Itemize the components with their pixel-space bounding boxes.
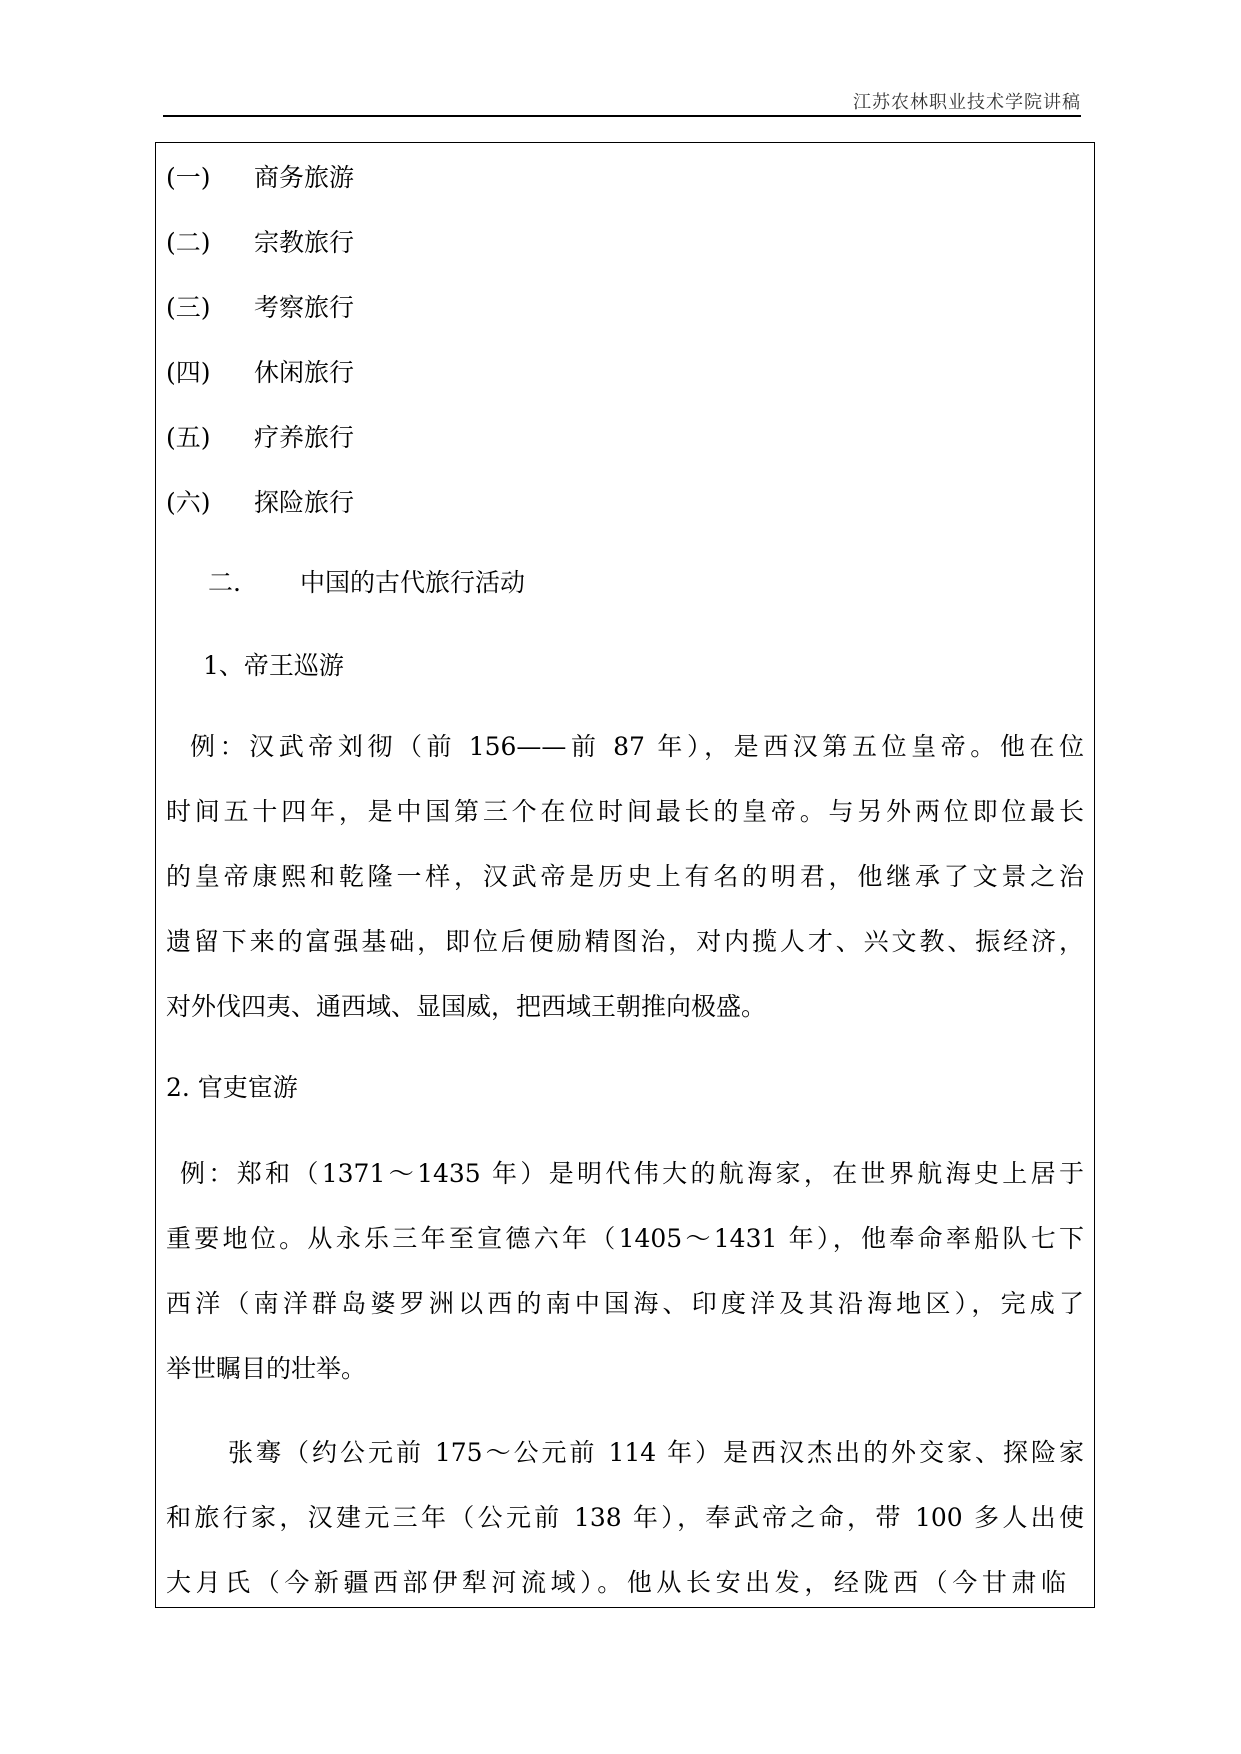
section-heading xyxy=(208,566,525,600)
paragraph-line: 例：汉武帝刘彻（前 156——前 87 年），是西汉第五位皇帝。他在位 xyxy=(190,732,1084,761)
paragraph-line: 的皇帝康熙和乾隆一样，汉武帝是历史上有名的明君，他继承了文景之治 xyxy=(166,862,1084,891)
section-number: 二. xyxy=(208,568,241,597)
paragraph-line: 对外伐四夷、通西域、显国威，把西域王朝推向极盛。 xyxy=(166,992,767,1021)
paragraph-line: 遗留下来的富强基础，即位后便励精图治，对内揽人才、兴文教、振经济， xyxy=(166,927,1084,956)
list-item xyxy=(166,421,354,455)
list-item-text: 商务旅游 xyxy=(254,163,355,192)
paragraph-line: 和旅行家，汉建元三年（公元前 138 年），奉武帝之命，带 100 多人出使 xyxy=(166,1503,1084,1532)
paragraph-line: 例：郑和（1371～1435 年）是明代伟大的航海家，在世界航海史上居于 xyxy=(180,1159,1084,1188)
paragraph-line: 重要地位。从永乐三年至宣德六年（1405～1431 年），他奉命率船队七下 xyxy=(166,1224,1084,1253)
list-item-text: 休闲旅行 xyxy=(254,358,355,387)
list-item-text: 疗养旅行 xyxy=(254,423,355,452)
subheading: 1、帝王巡游 xyxy=(203,651,344,680)
list-item-number: (三) xyxy=(166,293,211,322)
list-item-text: 考察旅行 xyxy=(254,293,355,322)
subheading: 2. 官吏宦游 xyxy=(166,1073,298,1102)
document-header: 江苏农林职业技术学院讲稿 xyxy=(853,92,1081,113)
paragraph-line: 张骞（约公元前 175～公元前 114 年）是西汉杰出的外交家、探险家 xyxy=(228,1438,1084,1467)
section-title: 中国的古代旅行活动 xyxy=(300,568,526,597)
list-item xyxy=(166,226,354,260)
header-rule xyxy=(163,115,1081,117)
list-item-number: (二) xyxy=(166,228,211,257)
list-item xyxy=(166,291,354,325)
list-item-text: 宗教旅行 xyxy=(254,228,355,257)
paragraph-line: 时间五十四年，是中国第三个在位时间最长的皇帝。与另外两位即位最长 xyxy=(166,797,1084,826)
list-item-text: 探险旅行 xyxy=(254,488,355,517)
list-item-number: (五) xyxy=(166,423,211,452)
list-item xyxy=(166,161,354,195)
list-item-number: (四) xyxy=(166,358,211,387)
list-item xyxy=(166,486,354,520)
list-item-number: (六) xyxy=(166,488,211,517)
paragraph-line: 大月氏（今新疆西部伊犁河流域）。他从长安出发，经陇西（今甘肃临 xyxy=(166,1568,1066,1597)
paragraph-line: 西洋（南洋群岛婆罗洲以西的南中国海、印度洋及其沿海地区），完成了 xyxy=(166,1289,1084,1318)
list-item-number: (一) xyxy=(166,163,211,192)
paragraph-line: 举世瞩目的壮举。 xyxy=(166,1354,367,1383)
list-item xyxy=(166,356,354,390)
